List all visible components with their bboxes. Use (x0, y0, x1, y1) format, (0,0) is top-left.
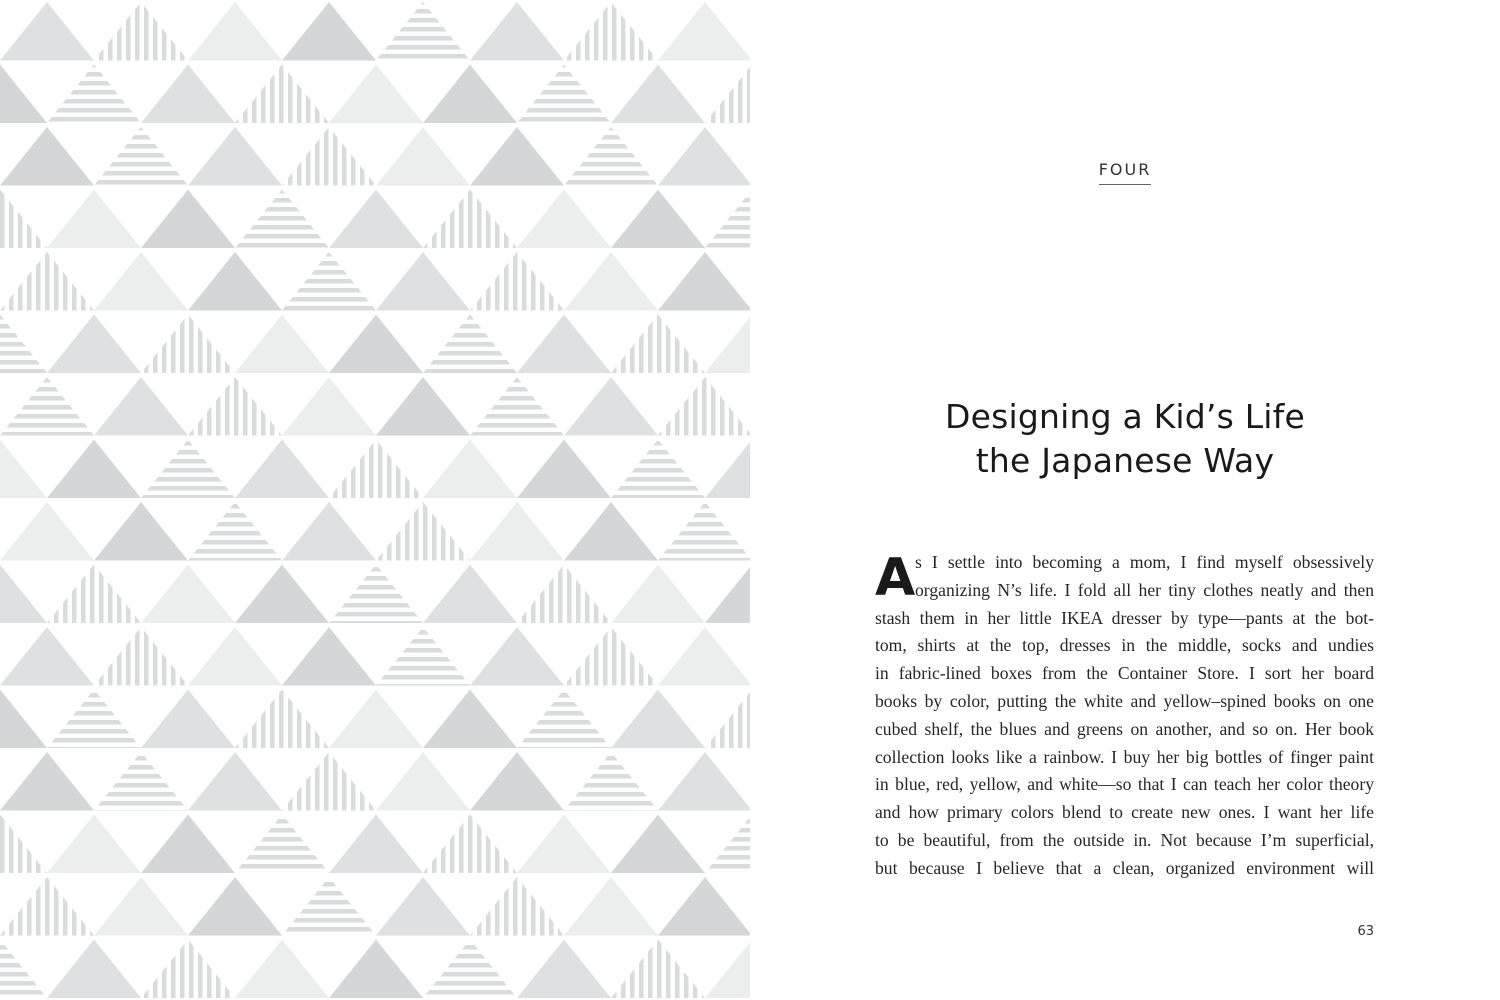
triangle-up (0, 815, 47, 874)
triangle-up (0, 940, 47, 999)
triangle-up (376, 2, 470, 61)
triangle-up (611, 565, 705, 624)
triangle-up (517, 690, 611, 749)
triangle-up (282, 627, 376, 686)
triangle-up (0, 502, 94, 561)
chapter-title-line-2: the Japanese Way (975, 441, 1275, 480)
triangle-up (564, 252, 658, 311)
triangle-up (329, 940, 423, 999)
text-page (750, 0, 1500, 1000)
triangle-up (470, 2, 564, 61)
triangle-up (47, 440, 141, 499)
triangle-up (470, 627, 564, 686)
triangle-up (423, 690, 517, 749)
triangle-up (282, 2, 376, 61)
triangle-up (94, 752, 188, 811)
triangle-up (705, 690, 750, 749)
triangle-up (235, 690, 329, 749)
triangle-up (705, 565, 750, 624)
triangle-up (376, 252, 470, 311)
triangle-up (423, 940, 517, 999)
triangle-up (658, 627, 750, 686)
triangle-up (423, 440, 517, 499)
triangle-up (376, 627, 470, 686)
triangle-up (188, 377, 282, 436)
triangle-up (376, 127, 470, 186)
triangle-up (94, 127, 188, 186)
triangle-up (329, 815, 423, 874)
triangle-up (564, 377, 658, 436)
triangle-up (517, 190, 611, 249)
triangle-up (188, 877, 282, 936)
triangle-up (423, 815, 517, 874)
triangle-up (94, 2, 188, 61)
triangle-up (141, 315, 235, 374)
triangle-up (47, 690, 141, 749)
triangle-up (705, 65, 750, 124)
triangle-up (517, 940, 611, 999)
body-line: in fabric-lined boxes from the Container Store. I sort her board (875, 663, 1374, 684)
triangle-up (329, 315, 423, 374)
triangle-up (94, 252, 188, 311)
body-line: in blue, red, yellow, and white—so that I can teach her color theory (875, 774, 1374, 795)
triangle-up (282, 252, 376, 311)
triangle-up (47, 190, 141, 249)
triangle-up (517, 565, 611, 624)
triangle-up (47, 565, 141, 624)
triangle-up (329, 440, 423, 499)
chapter-label (750, 160, 1500, 185)
triangle-up (658, 377, 750, 436)
triangle-up (658, 877, 750, 936)
triangle-up (423, 315, 517, 374)
triangle-up (235, 565, 329, 624)
triangle-up (0, 127, 94, 186)
body-line: cubed shelf, the blues and greens on another, and so on. Her book (875, 718, 1374, 739)
triangle-up (658, 127, 750, 186)
triangle-up (282, 752, 376, 811)
triangle-up (188, 627, 282, 686)
triangle-up (282, 877, 376, 936)
triangle-up (235, 940, 329, 999)
body-line: but because I believe that a clean, organized environment will (875, 857, 1374, 878)
triangle-up (611, 65, 705, 124)
triangle-up (376, 502, 470, 561)
triangle-up (611, 190, 705, 249)
triangle-up (141, 690, 235, 749)
triangle-up (0, 440, 47, 499)
triangle-up (611, 940, 705, 999)
chapter-title (750, 395, 1500, 483)
page-number: 63 (1357, 924, 1374, 939)
triangle-up (235, 440, 329, 499)
triangle-up (141, 565, 235, 624)
triangle-up (282, 127, 376, 186)
triangle-up (611, 815, 705, 874)
triangle-up (47, 315, 141, 374)
triangle-up (0, 690, 47, 749)
triangle-up (564, 877, 658, 936)
body-line: books by color, putting the white and yellow–spined books on one (875, 690, 1374, 711)
triangle-up (423, 65, 517, 124)
triangle-up (47, 65, 141, 124)
triangle-up (329, 690, 423, 749)
triangle-up (705, 940, 750, 999)
body-line: collection looks like a rainbow. I buy her big bottles of finger paint (875, 746, 1374, 767)
triangle-up (705, 440, 750, 499)
triangle-up (329, 65, 423, 124)
triangle-up (376, 377, 470, 436)
body-line: stash them in her little IKEA dresser by type—pants at the bot- (875, 607, 1374, 628)
body-text (875, 549, 1374, 883)
triangle-up (470, 877, 564, 936)
triangle-up (376, 752, 470, 811)
triangle-up (564, 127, 658, 186)
triangle-up (423, 190, 517, 249)
triangle-up (94, 627, 188, 686)
triangle-up (564, 752, 658, 811)
triangle-up (235, 815, 329, 874)
body-line: organizing N’s life. I fold all her tiny clothes neatly and then (915, 579, 1374, 600)
triangle-up (0, 377, 94, 436)
triangle-up (517, 815, 611, 874)
triangle-up (94, 877, 188, 936)
triangle-up (188, 752, 282, 811)
triangle-up (517, 440, 611, 499)
triangle-up (188, 502, 282, 561)
triangle-up (564, 2, 658, 61)
triangle-up (47, 940, 141, 999)
triangle-up (470, 377, 564, 436)
triangle-up (376, 877, 470, 936)
triangle-up (329, 190, 423, 249)
triangle-up (0, 565, 47, 624)
triangle-up (0, 315, 47, 374)
triangle-up (0, 627, 94, 686)
triangle-up (517, 315, 611, 374)
body-line: tom, shirts at the top, dresses in the middle, socks and undies (875, 635, 1374, 656)
triangle-up (470, 127, 564, 186)
triangle-up (611, 690, 705, 749)
triangle-up (0, 752, 94, 811)
triangle-up (188, 252, 282, 311)
triangle-up (705, 190, 750, 249)
triangle-up (470, 752, 564, 811)
triangle-up (188, 2, 282, 61)
drop-cap: A (875, 548, 916, 608)
triangle-up (188, 127, 282, 186)
triangle-up (0, 2, 94, 61)
body-line: s I settle into becoming a mom, I find myself obsessively (915, 552, 1374, 572)
triangle-up (470, 502, 564, 561)
triangle-up (282, 377, 376, 436)
triangle-up (611, 440, 705, 499)
triangle-up (235, 190, 329, 249)
triangle-up (141, 65, 235, 124)
triangle-up (423, 565, 517, 624)
triangle-up (611, 315, 705, 374)
triangle-up (658, 2, 750, 61)
triangle-up (47, 815, 141, 874)
triangle-up (564, 502, 658, 561)
triangle-up (94, 377, 188, 436)
triangle-up (282, 502, 376, 561)
triangle-up (141, 190, 235, 249)
triangle-up (705, 315, 750, 374)
triangle-up (235, 65, 329, 124)
triangle-up (0, 190, 47, 249)
triangle-up (517, 65, 611, 124)
body-line: to be beautiful, from the outside in. Not because I’m superficial, (875, 829, 1374, 850)
triangle-up (658, 252, 750, 311)
triangle-up (235, 315, 329, 374)
triangle-up (141, 940, 235, 999)
body-line: and how primary colors blend to create new ones. I want her life (875, 802, 1374, 823)
triangle-up (470, 252, 564, 311)
triangle-up (141, 815, 235, 874)
triangle-up (0, 252, 94, 311)
triangle-up (94, 502, 188, 561)
triangle-up (658, 502, 750, 561)
triangle-up (0, 65, 47, 124)
triangle-up (329, 565, 423, 624)
triangle-up (141, 440, 235, 499)
triangle-up (564, 627, 658, 686)
triangle-up (0, 877, 94, 936)
triangle-up (658, 752, 750, 811)
triangle-up (705, 815, 750, 874)
chapter-number: FOUR (1099, 160, 1152, 185)
chapter-title-line-1: Designing a Kid’s Life (945, 397, 1305, 436)
